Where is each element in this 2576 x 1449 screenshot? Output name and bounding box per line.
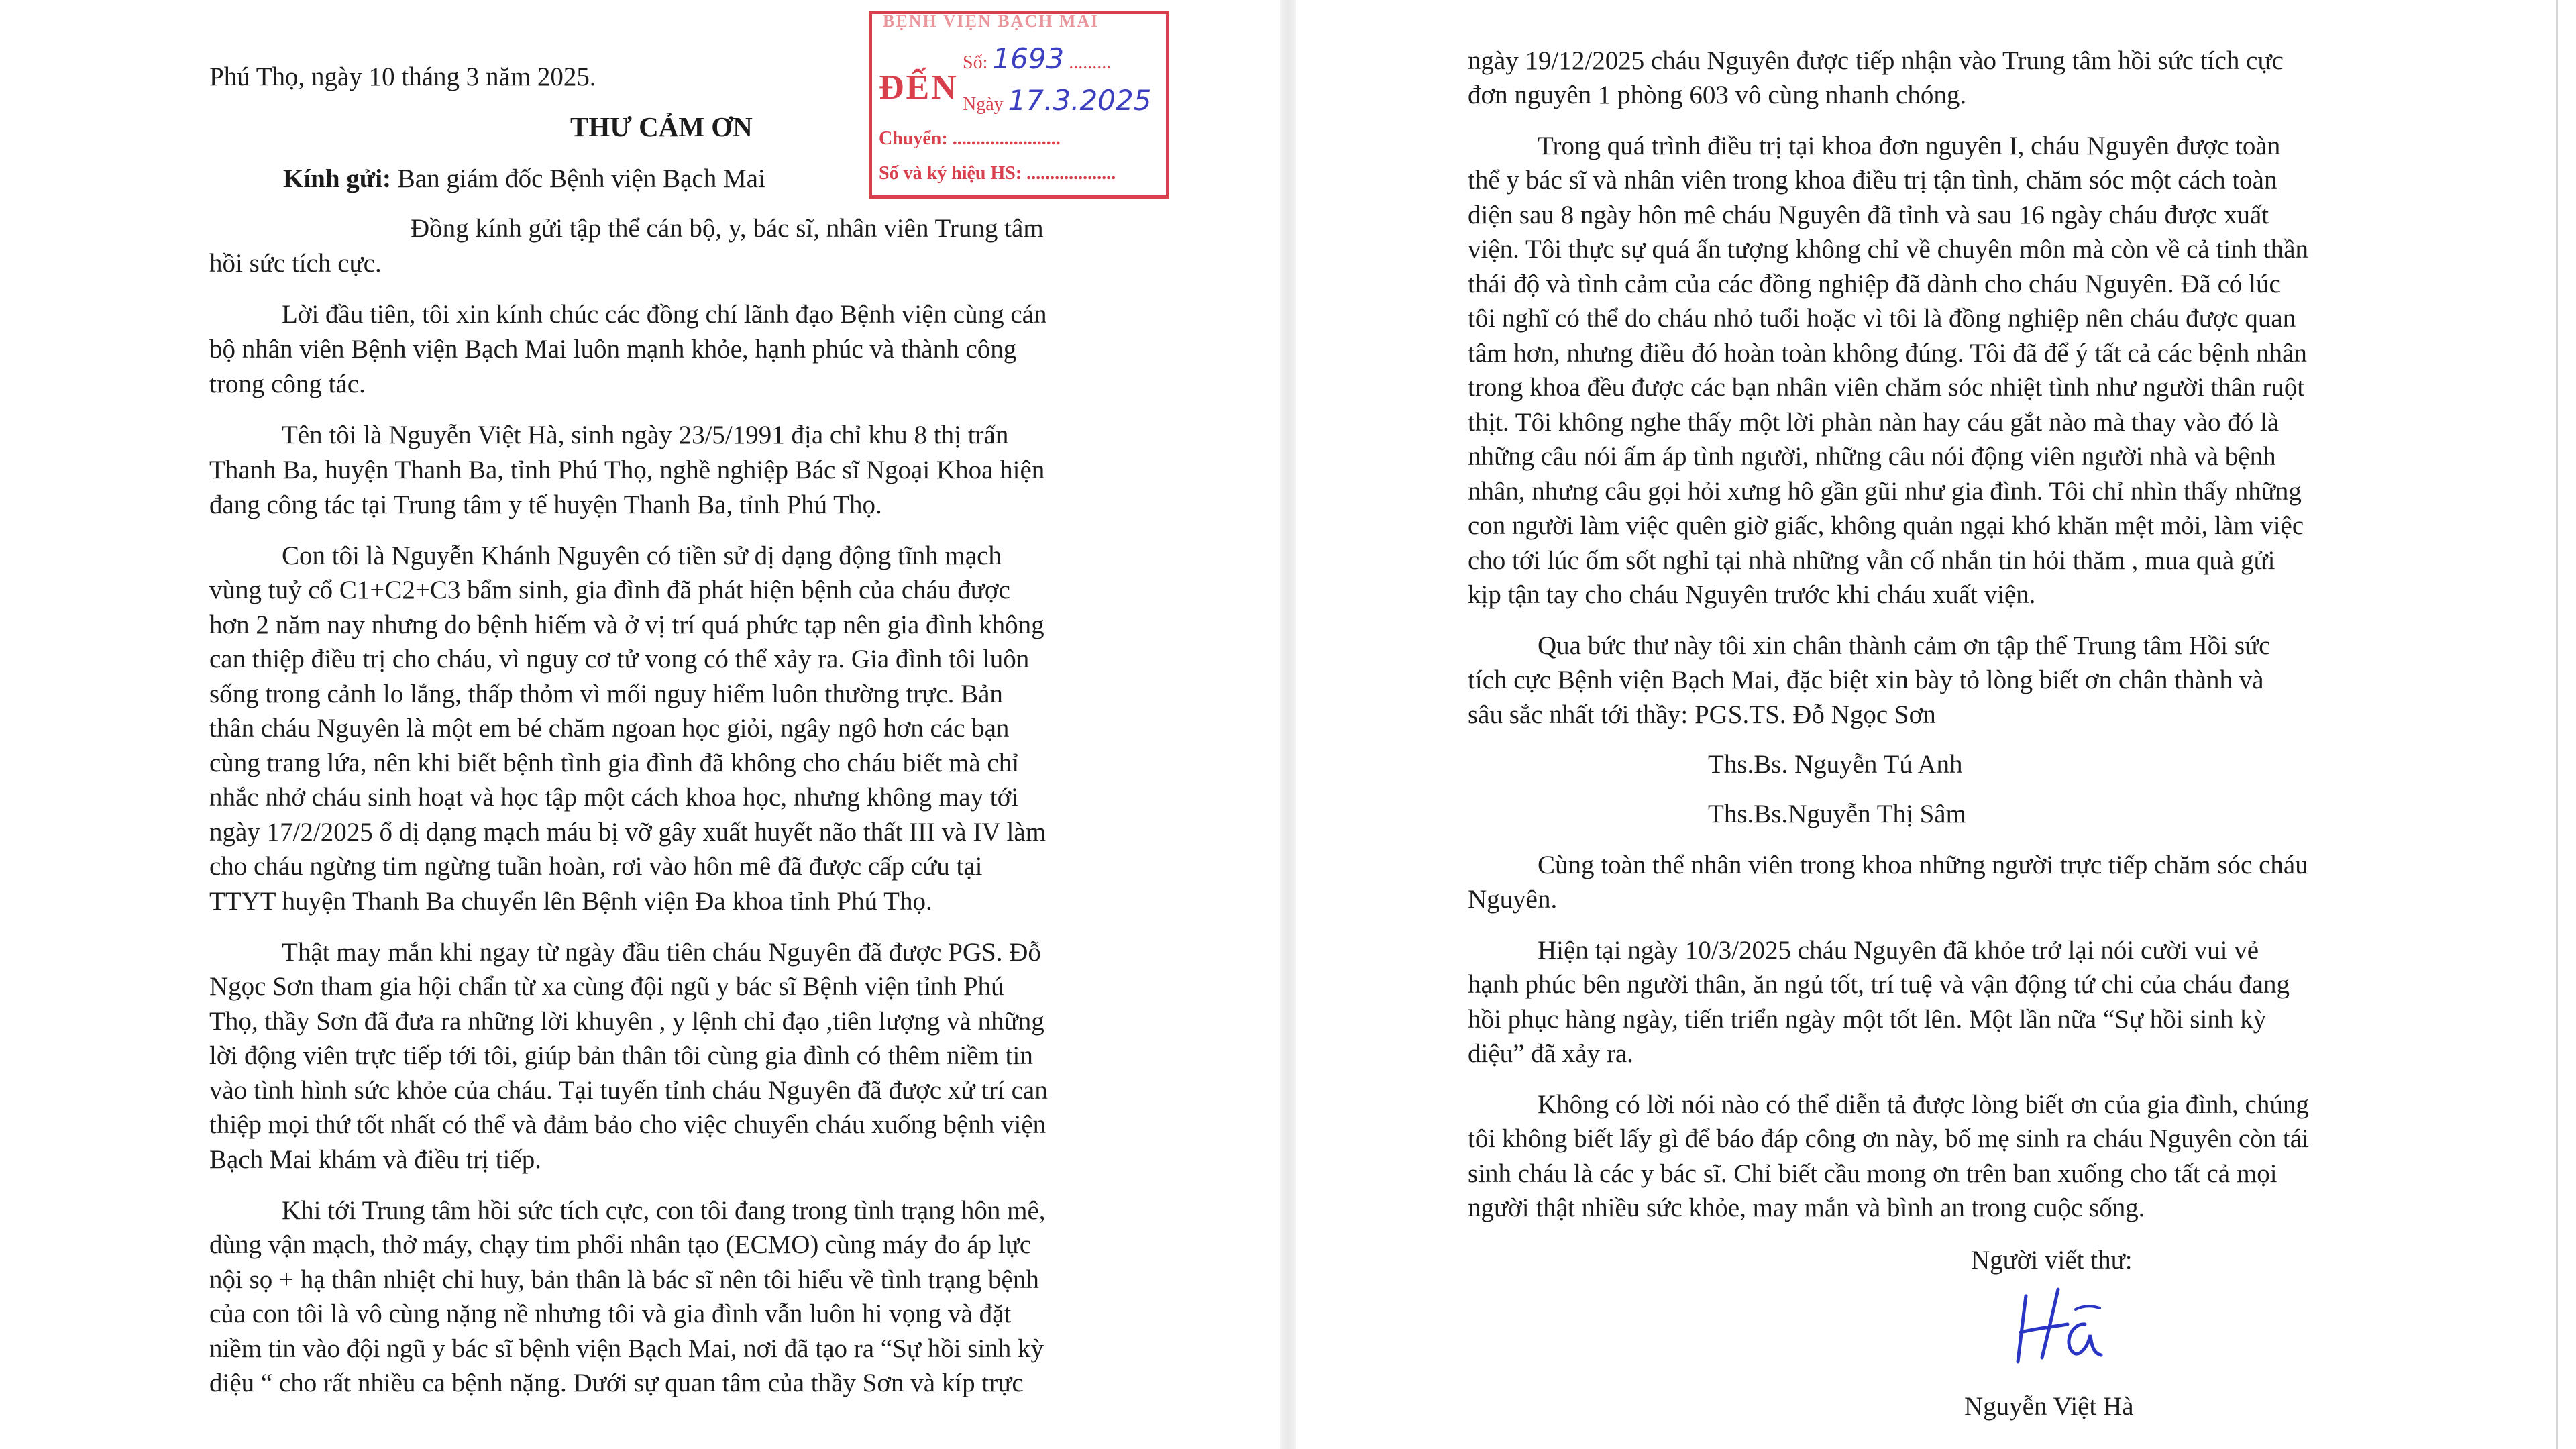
body-line: Ths.Bs. Nguyễn Tú Anh — [1708, 750, 1963, 779]
stamp-label: ĐẾN — [879, 68, 959, 107]
body-line: dùng vận mạch, thở máy, chạy tim phổi nhân tạo (ECMO) cùng máy đo áp lực — [209, 1230, 1032, 1259]
stamp-date-row — [963, 84, 1151, 117]
body-line: Tên tôi là Nguyễn Việt Hà, sinh ngày 23/5/1991 địa chỉ khu 8 thị trấn — [282, 421, 1009, 449]
body-line: tích cực Bệnh viện Bạch Mai, đặc biệt xin bày tỏ lòng biết ơn chân thành và — [1468, 665, 2264, 694]
page-gutter — [1280, 0, 1296, 1449]
body-line: diệu “ cho rất nhiều ca bệnh nặng. Dưới sự quan tâm của thầy Sơn và kíp trực — [209, 1368, 1024, 1397]
salutation-label: Kính gửi: — [283, 164, 392, 193]
date-line: Phú Thọ, ngày 10 tháng 3 năm 2025. — [209, 62, 596, 91]
stamp-dots: ......... — [1069, 52, 1112, 73]
signer-label: Người viết thư: — [1971, 1246, 2133, 1275]
scan-edge — [2556, 0, 2558, 1449]
body-line: nhân, nhưng câu gọi hỏi xưng hô gần gũi như gia đình. Tôi chỉ nhìn thấy những — [1468, 477, 2302, 506]
stamp-date-label: Ngày — [963, 94, 1004, 115]
body-line: Bạch Mai khám và điều trị tiếp. — [209, 1145, 541, 1174]
body-line: diệu” đã xảy ra. — [1468, 1039, 1633, 1068]
body-line: Cùng toàn thể nhân viên trong khoa những người trực tiếp chăm sóc cháu — [1538, 851, 2308, 879]
body-line: thân cháu Nguyên là một em bé chăm ngoan học giỏi, ngây ngô hơn các bạn — [209, 714, 1010, 743]
body-line: Qua bức thư này tôi xin chân thành cảm ơn tập thể Trung tâm Hồi sức — [1538, 631, 2271, 660]
body-line: Thanh Ba, huyện Thanh Ba, tỉnh Phú Thọ, nghề nghiệp Bác sĩ Ngoại Khoa hiện — [209, 455, 1045, 484]
body-line: cùng trang lứa, nên khi biết bệnh tình gia đình đã không cho cháu biết mà chỉ — [209, 749, 1020, 777]
body-line: ngày 17/2/2025 ổ dị dạng mạch máu bị vỡ gây xuất huyết não thất III và IV làm — [209, 818, 1046, 847]
body-line: người thật nhiều sức khỏe, may mắn và bình an trong cuộc sống. — [1468, 1193, 2145, 1222]
salutation — [283, 162, 765, 196]
body-line: TTYT huyện Thanh Ba chuyển lên Bệnh viện Đa khoa tỉnh Phú Thọ. — [209, 887, 932, 916]
body-line: can thiệp điều trị cho cháu, vì nguy cơ tử vong có thể xảy ra. Gia đình tôi luôn — [209, 645, 1030, 674]
body-line: nhắc nhở cháu sinh hoạt và học tập một cách khoa học, nhưng không may tới — [209, 783, 1019, 812]
body-line: thể y bác sĩ và nhân viên trong khoa điều trị tận tình, chăm sóc một cách toàn — [1468, 166, 2277, 195]
body-line: Con tôi là Nguyễn Khánh Nguyên có tiền sử dị dạng động tĩnh mạch — [282, 541, 1002, 570]
body-line: Khi tới Trung tâm hồi sức tích cực, con tôi đang trong tình trạng hôn mê, — [282, 1196, 1046, 1225]
body-line: sống trong cảnh lo lắng, thấp thỏm vì mối nguy hiểm luôn thường trực. Bản — [209, 680, 1003, 708]
body-line: vào tình hình sức khỏe của cháu. Tại tuyến tỉnh cháu Nguyên đã được xử trí can — [209, 1076, 1048, 1105]
body-line: Đồng kính gửi tập thể cán bộ, y, bác sĩ, nhân viên Trung tâm — [411, 214, 1044, 243]
body-line: con người làm việc quên giờ giấc, không quản ngại khó khăn mệt mỏi, làm việc — [1468, 511, 2304, 540]
body-line: trong công tác. — [209, 370, 366, 398]
body-line: sinh cháu là các y bác sĩ. Chỉ biết cầu mong ơn trên ban xuống cho tất cả mọi — [1468, 1159, 2277, 1188]
stamp-transfer-label: Chuyển: — [879, 128, 948, 149]
letter-page-left — [0, 0, 1280, 1449]
body-line: tôi nghĩ có thể do cháu nhỏ tuổi hoặc vì tôi là đồng nghiệp nên cháu được quan — [1468, 304, 2296, 333]
stamp-date-value: 17.3.2025 — [1008, 84, 1152, 117]
body-line: hồi sức tích cực. — [209, 249, 382, 278]
body-line: bộ nhân viên Bệnh viện Bạch Mai luôn mạnh khỏe, hạnh phúc và thành công — [209, 335, 1017, 364]
body-line: vùng tuỷ cổ C1+C2+C3 bẩm sinh, gia đình đã phát hiện bệnh của cháu được — [209, 576, 1010, 604]
body-line: Ngọc Sơn tham gia hội chẩn từ xa cùng đội ngũ y bác sĩ Bệnh viện tỉnh Phú — [209, 972, 1004, 1001]
stamp-dots: ....................... — [947, 128, 1061, 149]
body-line: nội sọ + hạ thân nhiệt chỉ huy, bản thân là bác sĩ nên tôi hiểu về tình trạng bệnh — [209, 1265, 1039, 1294]
body-line: đang công tác tại Trung tâm y tế huyện Thanh Ba, tỉnh Phú Thọ. — [209, 490, 882, 519]
body-line: Trong quá trình điều trị tại khoa đơn nguyên I, cháu Nguyên được toàn — [1538, 131, 2281, 160]
stamp-number-row — [963, 42, 1111, 75]
handwritten-signature — [2006, 1283, 2113, 1370]
stamp-file-row — [879, 163, 1116, 184]
body-line: ngày 19/12/2025 cháu Nguyên được tiếp nhận vào Trung tâm hồi sức tích cực — [1468, 46, 2284, 75]
body-line: hơn 2 năm nay nhưng do bệnh hiếm và ở vị trí quá phức tạp nên gia đình không — [209, 610, 1044, 639]
body-line: Lời đầu tiên, tôi xin kính chúc các đồng chí lãnh đạo Bệnh viện cùng cán — [282, 300, 1047, 329]
salutation-recipient: Ban giám đốc Bệnh viện Bạch Mai — [397, 164, 765, 193]
stamp-number-value: 1693 — [992, 42, 1065, 75]
body-line: cho tới lúc ốm sốt nghỉ tại nhà những vẫn cố nhắn tin hỏi thăm , mua quà gửi — [1468, 546, 2275, 575]
body-line: của con tôi là vô cùng nặng nề nhưng tôi và gia đình vẫn luôn hi vọng và đặt — [209, 1299, 1012, 1328]
body-line: Thật may mắn khi ngay từ ngày đầu tiên cháu Nguyên đã được PGS. Đỗ — [282, 938, 1041, 967]
body-line: thái độ và tình cảm của các đồng nghiệp đã dành cho cháu Nguyên. Đã có lúc — [1468, 270, 2281, 299]
signer-name: Nguyễn Việt Hà — [1964, 1392, 2134, 1421]
letter-page-right — [1296, 0, 2576, 1449]
body-line: cho cháu ngừng tim ngừng tuần hoàn, rơi vào hôn mê đã được cấp cứu tại — [209, 852, 983, 881]
body-line: Không có lời nói nào có thể diễn tả được lòng biết ơn của gia đình, chúng — [1538, 1090, 2309, 1119]
body-line: niềm tin vào đội ngũ y bác sĩ bệnh viện Bạch Mai, nơi đã tạo ra “Sự hồi sinh kỳ — [209, 1334, 1044, 1363]
stamp-file-label: Số và ký hiệu HS: — [879, 163, 1022, 184]
stamp-number-label: Số: — [963, 52, 988, 73]
body-line: Nguyên. — [1468, 885, 1558, 914]
stamp-transfer-row — [879, 128, 1061, 150]
received-stamp — [869, 11, 1169, 199]
body-line: hồi phục hàng ngày, tiến triển ngày một tốt lên. Một lần nữa “Sự hồi sinh kỳ — [1468, 1005, 2267, 1034]
letter-title: THƯ CẢM ƠN — [570, 111, 753, 142]
body-line: diện sau 8 ngày hôn mê cháu Nguyên đã tỉnh và sau 16 ngày cháu được xuất — [1468, 201, 2269, 229]
body-line: đơn nguyên 1 phòng 603 vô cùng nhanh chóng. — [1468, 80, 1967, 109]
body-line: tâm hơn, nhưng điều đó hoàn toàn không đúng. Tôi đã để ý tất cả các bệnh nhân — [1468, 339, 2307, 368]
body-line: lời động viên trực tiếp tới tôi, giúp bản thân tôi cùng gia đình có thêm niềm tin — [209, 1041, 1033, 1070]
body-line: Hiện tại ngày 10/3/2025 cháu Nguyên đã khỏe trở lại nói cười vui vẻ — [1538, 936, 2259, 965]
body-line: sâu sắc nhất tới thầy: PGS.TS. Đỗ Ngọc Sơn — [1468, 700, 1936, 729]
body-line: viện. Tôi thực sự quá ấn tượng không chỉ về chuyên môn mà còn về cả tinh thần — [1468, 235, 2309, 264]
stamp-header: BỆNH VIỆN BẠCH MAI — [883, 11, 1099, 31]
body-line: trong khoa đều được các bạn nhân viên chăm sóc nhiệt tình như người thân ruột — [1468, 373, 2305, 402]
body-line: thiệp mọi thứ tốt nhất có thể và đảm bảo cho việc chuyển cháu xuống bệnh viện — [209, 1110, 1046, 1139]
body-line: Thọ, thầy Sơn đã đưa ra những lời khuyên , y lệnh chỉ đạo ,tiên lượng và những — [209, 1007, 1044, 1036]
body-line: kịp tận tay cho cháu Nguyên trước khi cháu xuất viện. — [1468, 580, 2036, 609]
body-line: Ths.Bs.Nguyễn Thị Sâm — [1708, 800, 1966, 828]
stamp-dots: ................... — [1022, 163, 1116, 184]
body-line: tôi không biết lấy gì để báo đáp công ơn này, bố mẹ sinh ra cháu Nguyên còn tái — [1468, 1124, 2309, 1153]
body-line: thịt. Tôi không nghe thấy một lời phàn nàn hay cáu gắt nào mà thay vào đó là — [1468, 408, 2279, 437]
body-line: hạnh phúc bên người thân, ăn ngủ tốt, trí tuệ và vận động tứ chi của cháu đang — [1468, 970, 2290, 999]
body-line: những câu nói ấm áp tình người, những câu nói động viên người nhà và bệnh — [1468, 442, 2276, 471]
